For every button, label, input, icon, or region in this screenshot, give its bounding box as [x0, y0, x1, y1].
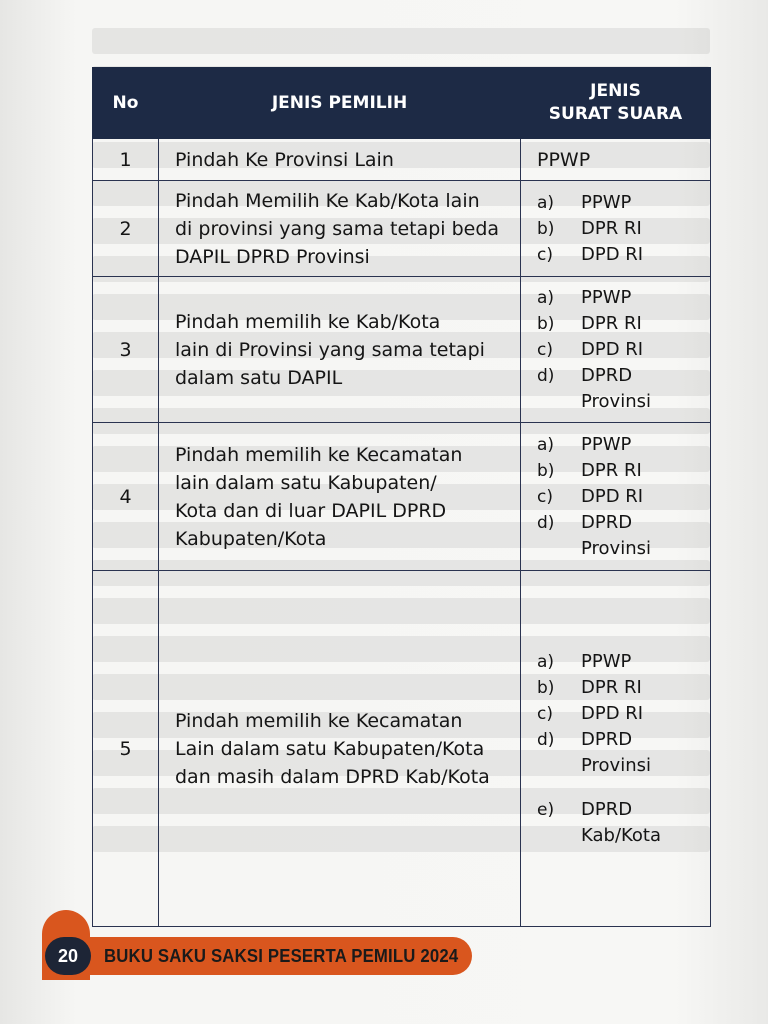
row-number: 4	[93, 423, 159, 571]
option-text: PPWP	[581, 650, 632, 672]
jenis-pemilih-line: lain dalam satu Kabupaten/	[175, 471, 437, 494]
table-header-row	[93, 68, 711, 139]
option-text: DPD RI	[581, 485, 644, 507]
jenis-pemilih-line: DAPIL DPRD Provinsi	[175, 245, 370, 268]
jenis-pemilih-line: Kabupaten/Kota	[175, 527, 327, 550]
option-text: DPD RI	[581, 338, 644, 360]
option-letter: d)	[537, 729, 555, 750]
option-letter	[537, 389, 581, 415]
option-letter: c)	[537, 703, 553, 724]
jenis-pemilih-line: Pindah memilih ke Kecamatan	[175, 443, 463, 466]
option-letter: d)	[537, 365, 555, 386]
surat-suara-cell	[521, 423, 711, 571]
option-letter: c)	[537, 486, 553, 507]
option-letter: b)	[537, 677, 555, 698]
option-letter: e)	[537, 799, 555, 820]
option-letter: a)	[537, 651, 555, 672]
surat-suara-options	[537, 285, 710, 415]
jenis-pemilih-line: Pindah memilih ke Kab/Kota	[175, 310, 441, 333]
jenis-pemilih-cell	[159, 181, 521, 277]
row-number: 5	[93, 571, 159, 927]
header-no: No	[93, 68, 159, 139]
option-letter: b)	[537, 313, 555, 334]
jenis-pemilih-cell	[159, 571, 521, 927]
option-letter: c)	[537, 339, 553, 360]
jenis-pemilih-line: Pindah memilih ke Kecamatan	[175, 709, 463, 732]
option-text: DPR RI	[581, 312, 642, 334]
option-text: DPR RI	[581, 217, 642, 239]
header-jenis-pemilih: JENIS PEMILIH	[159, 68, 521, 139]
option-letter: a)	[537, 287, 555, 308]
option-text: DPD RI	[581, 243, 644, 265]
option-letter: a)	[537, 192, 555, 213]
option-text: PPWP	[581, 433, 632, 455]
jenis-pemilih-line: dan masih dalam DPRD Kab/Kota	[175, 765, 490, 788]
option-text: Provinsi	[581, 754, 651, 776]
surat-suara-cell	[521, 181, 711, 277]
option-text: DPRD	[581, 728, 633, 750]
option-letter: c)	[537, 244, 553, 265]
option-text: Provinsi	[581, 537, 651, 559]
option-letter: b)	[537, 460, 555, 481]
surat-suara-options	[537, 432, 710, 562]
option-letter	[537, 536, 581, 562]
table-row	[93, 423, 711, 571]
option-letter	[537, 779, 581, 797]
option-text: DPR RI	[581, 676, 642, 698]
table-row	[93, 277, 711, 423]
row-number: 2	[93, 181, 159, 277]
surat-suara-cell	[521, 139, 711, 181]
option-text	[581, 779, 710, 797]
option-letter: a)	[537, 434, 555, 455]
header-jenis-surat-suara: JENIS SURAT SUARA	[521, 68, 711, 139]
option-text: Provinsi	[581, 390, 651, 412]
option-text: DPD RI	[581, 702, 644, 724]
jenis-pemilih-cell	[159, 139, 521, 181]
table-row	[93, 181, 711, 277]
surat-suara-value: PPWP	[537, 148, 591, 171]
jenis-pemilih-cell	[159, 423, 521, 571]
table-row	[93, 571, 711, 927]
option-text: DPRD	[581, 511, 633, 533]
jenis-pemilih-line: Pindah Ke Provinsi Lain	[175, 148, 394, 171]
jenis-pemilih-line: Pindah Memilih Ke Kab/Kota lain	[175, 189, 480, 212]
option-text: PPWP	[581, 191, 632, 213]
jenis-pemilih-cell	[159, 277, 521, 423]
option-letter: d)	[537, 512, 555, 533]
option-letter	[537, 823, 581, 849]
option-text: DPRD	[581, 364, 633, 386]
jenis-pemilih-line: Kota dan di luar DAPIL DPRD	[175, 499, 447, 522]
row-number: 1	[93, 139, 159, 181]
jenis-pemilih-line: lain di Provinsi yang sama tetapi	[175, 338, 485, 361]
voter-ballot-table	[92, 67, 711, 927]
option-letter: b)	[537, 218, 555, 239]
jenis-pemilih-line: di provinsi yang sama tetapi beda	[175, 217, 500, 240]
option-text: DPR RI	[581, 459, 642, 481]
option-text: DPRD	[581, 798, 633, 820]
option-text: Kab/Kota	[581, 824, 662, 846]
surat-suara-options	[537, 649, 710, 849]
option-text: PPWP	[581, 286, 632, 308]
surat-suara-options	[537, 190, 710, 268]
row-number: 3	[93, 277, 159, 423]
book-title: BUKU SAKU SAKSI PESERTA PEMILU 2024	[104, 945, 459, 966]
surat-suara-cell	[521, 277, 711, 423]
jenis-pemilih-line: dalam satu DAPIL	[175, 366, 343, 389]
jenis-pemilih-line: Lain dalam satu Kabupaten/Kota	[175, 737, 485, 760]
surat-suara-cell	[521, 571, 711, 927]
option-letter	[537, 753, 581, 779]
table-row	[93, 139, 711, 181]
page-number: 20	[45, 937, 91, 975]
